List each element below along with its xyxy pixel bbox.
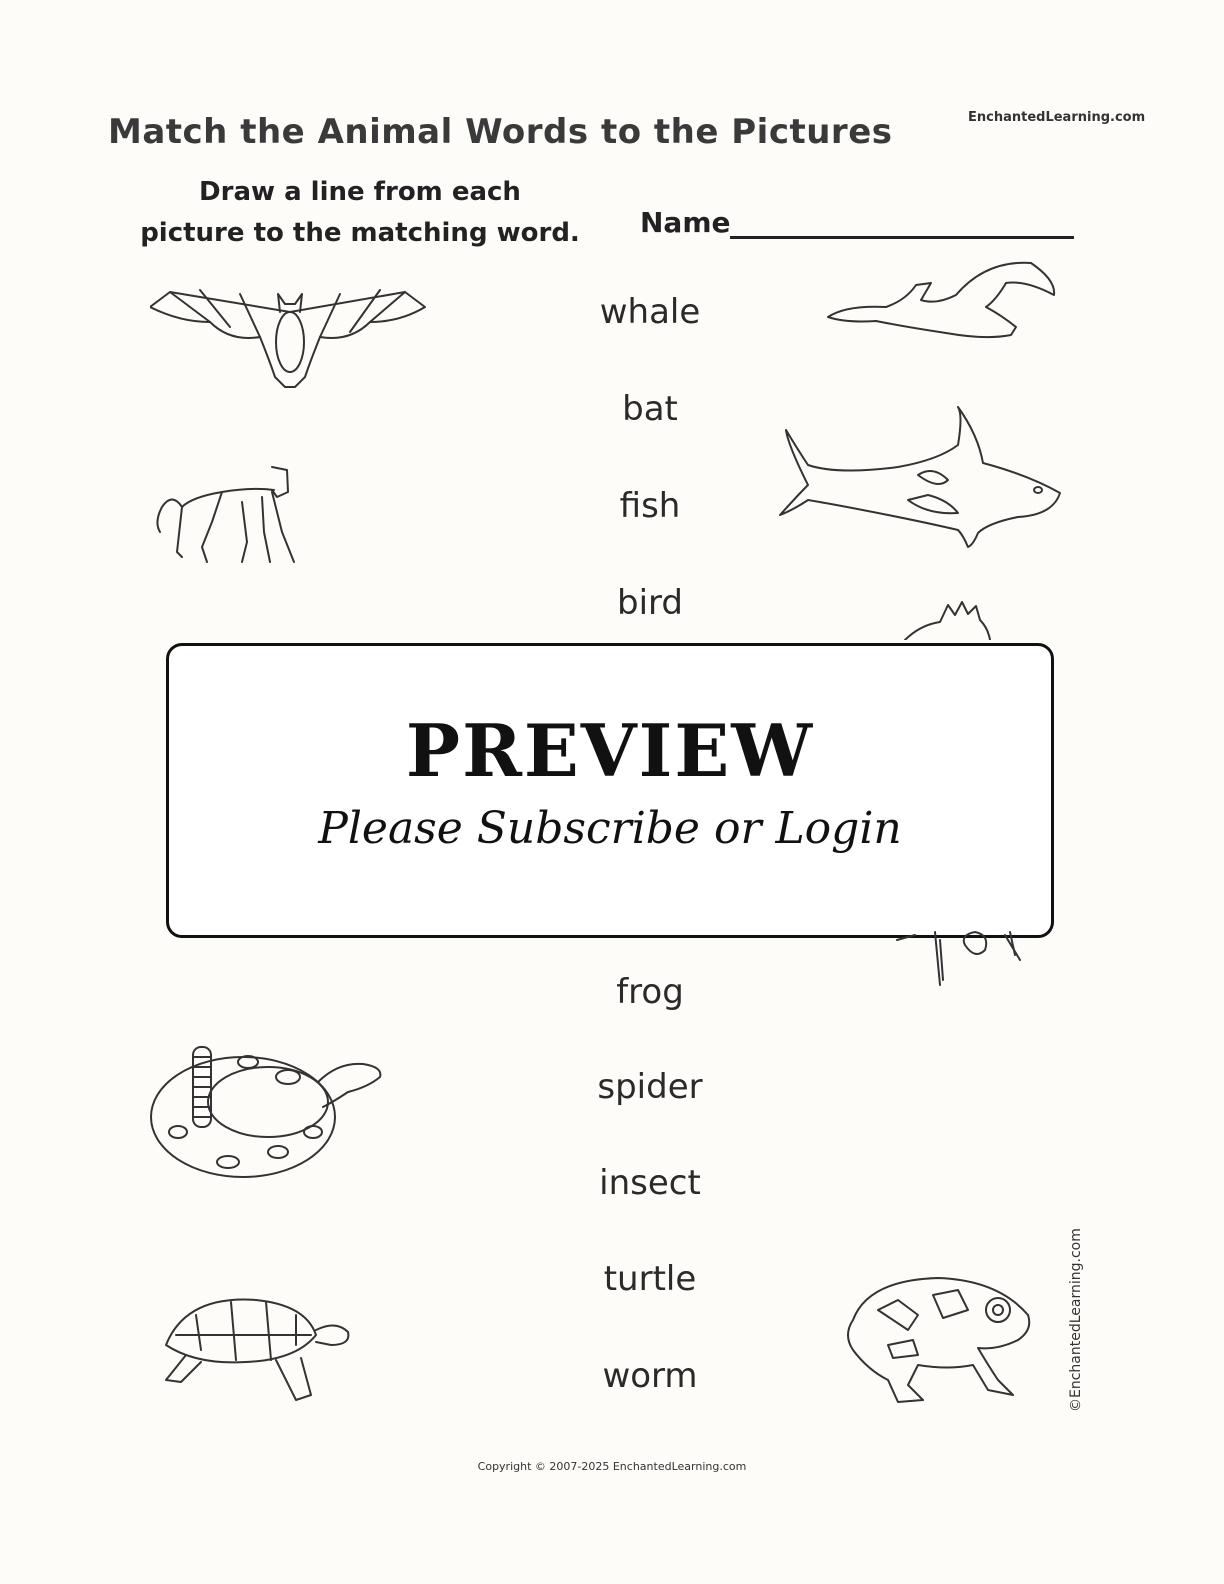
subscribe-login-prompt[interactable]: Please Subscribe or Login [318,803,902,854]
instructions-line-2: picture to the matching word. [140,218,580,248]
preview-overlay[interactable] [166,643,1054,938]
insect-drawing [900,600,992,640]
frog-drawing [838,1270,1038,1410]
spider-drawing [895,930,1025,990]
instructions-line-1: Draw a line from each [199,177,521,207]
word-bird: bird [617,583,683,623]
name-writing-line [730,236,1074,239]
site-name: EnchantedLearning.com [968,110,1146,125]
word-turtle: turtle [603,1259,697,1299]
word-worm: worm [602,1356,698,1396]
whale-drawing [778,405,1066,550]
word-fish: fish [619,486,681,526]
instructions [140,172,580,254]
preview-title: PREVIEW [405,708,815,793]
monkey-drawing [152,462,302,572]
word-whale: whale [599,292,701,332]
word-spider: spider [597,1067,703,1107]
copyright-notice: Copyright © 2007-2025 EnchantedLearning.com [477,1460,747,1473]
vertical-credit: ©EnchantedLearning.com [1068,1228,1084,1412]
word-frog: frog [616,972,684,1012]
word-insect: insect [599,1163,701,1203]
name-label: Name [640,206,731,239]
word-bat: bat [622,389,678,429]
bat-drawing [150,282,430,392]
worm-drawing [882,1072,1017,1157]
turtle-drawing [156,1290,356,1410]
snake-drawing [148,1022,388,1182]
page-title: Match the Animal Words to the Pictures [108,112,893,152]
bird-drawing [826,255,1058,345]
